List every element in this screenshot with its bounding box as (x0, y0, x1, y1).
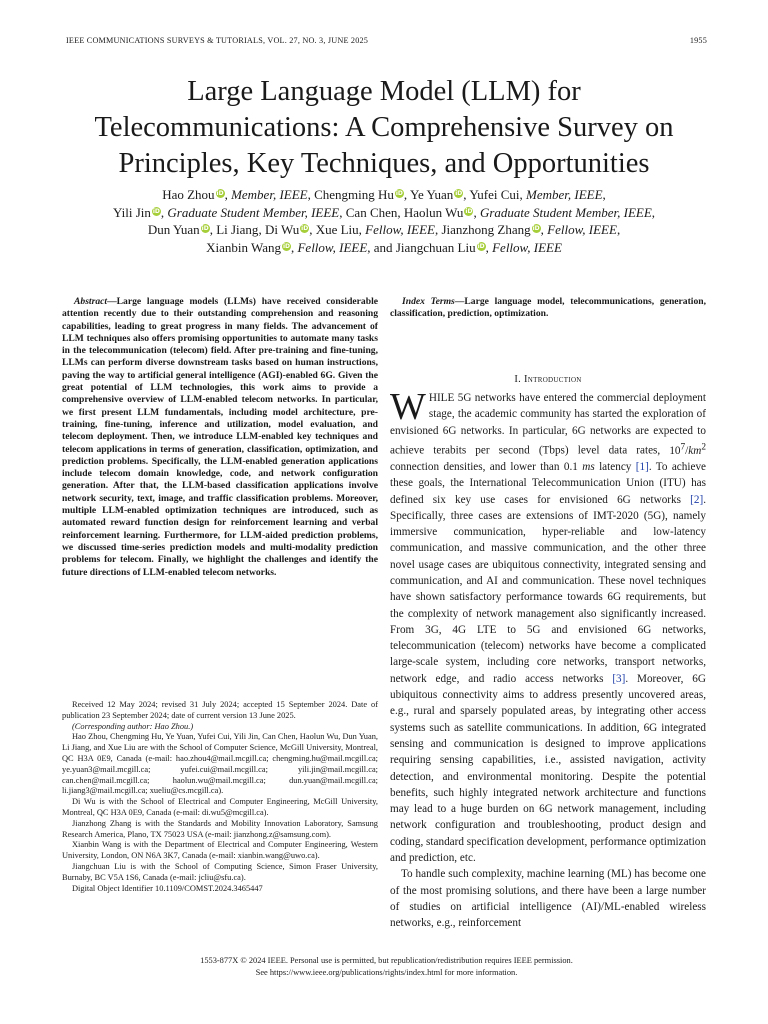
math-exponent: 7 (680, 441, 686, 452)
section-heading (390, 374, 706, 385)
author-role: Member, IEEE (526, 187, 603, 202)
author-name: Li Jiang (216, 222, 259, 237)
copyright-line: 1553-877X © 2024 IEEE. Personal use is permitted, but republication/redistribution requires IEEE permission. (200, 956, 573, 965)
footnote-affiliation: Di Wu is with the School of Electrical and Computer Engineering, McGill University, Montreal, QC H3A 0E9, Canada (e-mail: di.wu5@mcgill.ca). (62, 797, 378, 817)
index-terms-text: Large language model, telecommunications, generation, classification, prediction, optimization. (390, 296, 706, 320)
citation-link[interactable]: [2] (690, 493, 704, 506)
intro-text: latency (594, 460, 636, 473)
intro-paragraph: To handle such complexity, machine learning (ML) has become one of the most promising solutions, and there have been a large number of studies on artificial intelligence (AI)/ML-enabled wireless networks, e.g., reinforcement (390, 868, 706, 930)
author-name: Yufei Cui (469, 187, 520, 202)
author-line: Xianbin Wang iD, Fellow, IEEE, and Jiangchuan Liu iD, Fellow, IEEE (206, 239, 562, 255)
intro-text: connection densities, and lower than 0.1 (390, 460, 583, 473)
section-numeral: I. (514, 374, 522, 385)
intro-text: . To achieve these goals, the International Telecommunication Union (ITU) has defined six key use cases for envisioned 6G networks (390, 460, 707, 506)
math-unit: ms (582, 460, 595, 473)
abstract-text: Large language models (LLMs) have received considerable attention recently due to their outstanding comprehension and reasoning capabilities, leading to great progress in many fields. The advancement of LLM techniques also offers promising opportunities to automate many tasks in the telecommunication (telecom) field. After pre-training and fine-tuning, LLMs can perform diverse downstream tasks based on human instructions, paving the way to artificial general intelligence (AGI)-enabled 6G. Given the great potential of LLM technologies, this work aims to provide a comprehensive overview of LLM-enabled telecom networks. In particular, we first present LLM fundamentals, including model architecture, pre-training, fine-tuning, inference and utilization, model evaluation, and telecom deployment. Then, we introduce LLM-enabled key techniques and telecom applications in terms of generation, classification, optimization, and prediction problems. Specifically, the LLM-enabled generation applications include telecom domain knowledge, code, and network configuration generation. After that, the LLM-based classification applications involve network security, text, image, and traffic classification problems. Moreover, multiple LLM-enabled optimization techniques are introduced, such as automated reward function design for reinforcement learning and verbal reinforcement learning. Furthermore, for LLM-aided prediction problems, we discussed time-series prediction models and multi-modality prediction problems for telecom. Finally, we highlight the challenges and identify the future directions of LLM-enabled telecom networks. (62, 296, 378, 578)
author-role: Member, IEEE (231, 187, 308, 202)
index-terms-section (390, 296, 706, 321)
author-name: Haolun Wu (403, 204, 464, 220)
drop-cap: W (390, 386, 426, 428)
math-base: 10 (669, 444, 681, 457)
author-line: Yili Jin iD, Graduate Student Member, IEEE, Can Chen, Haolun Wu iD, Graduate Student Member, IEEE, (112, 204, 656, 220)
abstract: Abstract—Large language models (LLMs) have received considerable attention recently due to their outstanding comprehension and reasoning capabilities, leading to great progress in many fields. The advancement of LLM techniques also offers promising opportunities to automate many tasks in the telecommunication (telecom) field. After pre-training and fine-tuning, LLMs can perform diverse downstream tasks based on human instructions, paving the way to artificial general intelligence (AGI)-enabled 6G. Given the great potential of LLM technologies, this work aims to provide a comprehensive overview of LLM-enabled telecom networks. In particular, we first present LLM fundamentals, including model architecture, pre-training, fine-tuning, inference and utilization, model evaluation, and telecom deployment. Then, we introduce LLM-enabled key techniques and telecom applications in terms of generation, classification, optimization, and prediction problems. Specifically, the LLM-enabled generation applications include telecom domain knowledge, code, and network configuration generation. After that, the LLM-based classification applications involve network security, text, image, and traffic classification problems. Moreover, multiple LLM-enabled optimization techniques are introduced, such as automated reward function design for reinforcement learning and verbal reinforcement learning. Furthermore, for LLM-aided prediction problems, we discussed time-series prediction models and multi-modality prediction problems for telecom. Finally, we highlight the challenges and identify the future directions of LLM-enabled telecom networks. (62, 296, 378, 578)
author-line: Hao Zhou iD, Member, IEEE, Chengming Hu iD, Ye Yuan iD, Yufei Cui, Member, IEEE, (162, 187, 606, 202)
footnote-received: Received 12 May 2024; revised 31 July 2024; accepted 15 September 2024. Date of publication 23 September 2024; date of current version 13 June 2025. (62, 700, 378, 720)
footnotes (62, 700, 378, 894)
author-name: Chengming Hu (314, 187, 394, 202)
footnote-affiliation: Xianbin Wang is with the Department of Electrical and Computer Engineering, Western University, London, ON N6A 3K7, Canada (e-mail: xianbin.wang@uwo.ca). (62, 840, 378, 861)
author-name: Hao Zhou (162, 187, 215, 202)
title-line: Large Language Model (LLM) for (187, 76, 581, 107)
rights-line: See https://www.ieee.org/publications/rights/index.html for more information. (255, 967, 518, 977)
math-exponent: 2 (701, 441, 706, 452)
title-line: Telecommunications: A Comprehensive Survey on (94, 112, 674, 143)
author-name: Ye Yuan (409, 187, 454, 202)
footnote-corresponding: (Corresponding author: Hao Zhou.) (72, 721, 194, 731)
orcid-icon[interactable]: iD (152, 207, 160, 215)
section-title: Introduction (524, 374, 582, 385)
author-role: Fellow, IEEE (297, 239, 368, 255)
introduction-body (390, 386, 707, 932)
footnote-doi: Digital Object Identifier 10.1109/COMST.2024.3465447 (72, 883, 263, 893)
orcid-icon[interactable]: iD (532, 225, 540, 232)
orcid-icon[interactable]: iD (282, 242, 290, 250)
author-name: Dun Yuan (147, 222, 200, 237)
copyright-footer (66, 955, 707, 978)
footnote-affiliation: Hao Zhou, Chengming Hu, Ye Yuan, Yufei Cui, Yili Jin, Can Chen, Haolun Wu, Dun Yuan, Li Jiang, and Xue Liu are with the School of Computer Science, McGill University, Montreal, QC H3A 0E9, Canada (e-mail: hao.zhou4@mail.mcgill.ca; chengming.hu@mail.mcgill.ca; ye.yuan3@mail.mcgill.ca; yufei.cui@mail.mcgill.ca; yili.jin@mail.mcgill.ca; can.chen@mail.mcgill.ca; haolun.wu@mail.mcgill.ca; dun.yuan@mail.mcgill.ca; li.jiang3@mail.mcgill.ca; xueliu@cs.mcgill.ca). (62, 732, 378, 796)
author-role: Fellow, IEEE (365, 222, 435, 237)
author-name: Can Chen (345, 204, 398, 220)
author-name: Yili Jin (112, 204, 151, 220)
author-name: Jianzhong Zhang (441, 222, 531, 237)
author-role: Graduate Student Member, IEEE (479, 204, 652, 220)
index-terms-label: Index Terms (402, 296, 455, 307)
orcid-icon[interactable]: iD (395, 190, 403, 197)
paper-title (40, 74, 728, 182)
footnote-affiliation: Jiangchuan Liu is with the School of Computing Science, Simon Fraser University, Burnaby, BC V5A 1S6, Canada (e-mail: jcliu@sfu.ca). (62, 861, 378, 882)
author-name: Di Wu (264, 222, 300, 237)
math-unit: km (688, 444, 702, 457)
author-name: Xue Liu (315, 222, 359, 237)
orcid-icon[interactable]: iD (465, 207, 473, 215)
running-head (66, 36, 707, 45)
author-role: Fellow, IEEE (547, 222, 617, 237)
title-line: Principles, Key Techniques, and Opportunities (118, 148, 650, 179)
author-name: Xianbin Wang (206, 239, 281, 255)
page-number: 1955 (689, 36, 707, 45)
author-role: Fellow, IEEE (492, 239, 562, 255)
intro-paragraph (390, 386, 707, 866)
abstract-label: Abstract (74, 296, 108, 307)
intro-text: . Specifically, three cases are extensions of IMT-2020 (5G), namely immersive communication, hyper-reliable and low-latency communication, and massive communication, and the other three novel usage cases are ubiquitous connectivity, integrated sensing and communication, and AI and communication. These novel techniques have shown satisfactory performance towards 6G requirements, but the complexity of network management also significantly increased. From 3G, 4G LTE to 5G and envisioned 6G networks, telecommunication (telecom) networks have become a complicated large-scale system, including core networks, transport networks, network edge, and radio access networks (390, 493, 706, 685)
author-name: Jiangchuan Liu (395, 239, 476, 255)
orcid-icon[interactable]: iD (477, 242, 485, 250)
abstract-section (62, 296, 378, 579)
citation-link[interactable]: [3] (612, 672, 626, 685)
author-conjunction: and (373, 239, 393, 255)
orcid-icon[interactable]: iD (301, 225, 309, 232)
author-role: Graduate Student Member, IEEE (167, 204, 340, 220)
orcid-icon[interactable]: iD (455, 190, 463, 197)
citation-link[interactable]: [1] (635, 460, 649, 473)
intro-text: . Moreover, 6G ubiquitous connectivity aims to address presently uncovered areas, e.g., rural and sparsely populated areas, by integrating other access systems such as satellite communications. In addition, 6G integrated sensing and communication is designed to improve applications requiring sensing capabilities, i.e., assisted navigation, activity detection, and environmental monitoring. Despite the potential benefits, such highly integrated network architecture and functions may lead to a huge burden on 6G network management, including network configuration and troubleshooting, product design and coding, standard specification development, performance optimization and prediction, etc. (390, 672, 706, 865)
journal-name: IEEE COMMUNICATIONS SURVEYS & TUTORIALS, VOL. 27, NO. 3, JUNE 2025 (66, 36, 369, 45)
author-list (30, 186, 738, 256)
index-terms: Index Terms—Large language model, telecommunications, generation, classification, prediction, optimization. (390, 296, 706, 320)
footnote-affiliation: Jianzhong Zhang is with the Standards and Mobility Innovation Laboratory, Samsung Research America, Plano, TX 75023 USA (e-mail: jianzhong.z@samsung.com). (62, 818, 378, 839)
orcid-icon[interactable]: iD (216, 190, 224, 197)
author-line: Dun Yuan iD, Li Jiang, Di Wu iD, Xue Liu, Fellow, IEEE, Jianzhong Zhang iD, Fellow, IEEE, (147, 222, 621, 237)
orcid-icon[interactable]: iD (201, 225, 209, 232)
intro-text: HILE 5G networks have entered the commercial deployment stage, the academic community has started the exploration of envisioned 6G networks. In particular, 6G networks are expected to achieve terabits per second (Tbps) level data rates, (390, 392, 706, 457)
math-density: $10^7/km^2$ (669, 441, 706, 457)
